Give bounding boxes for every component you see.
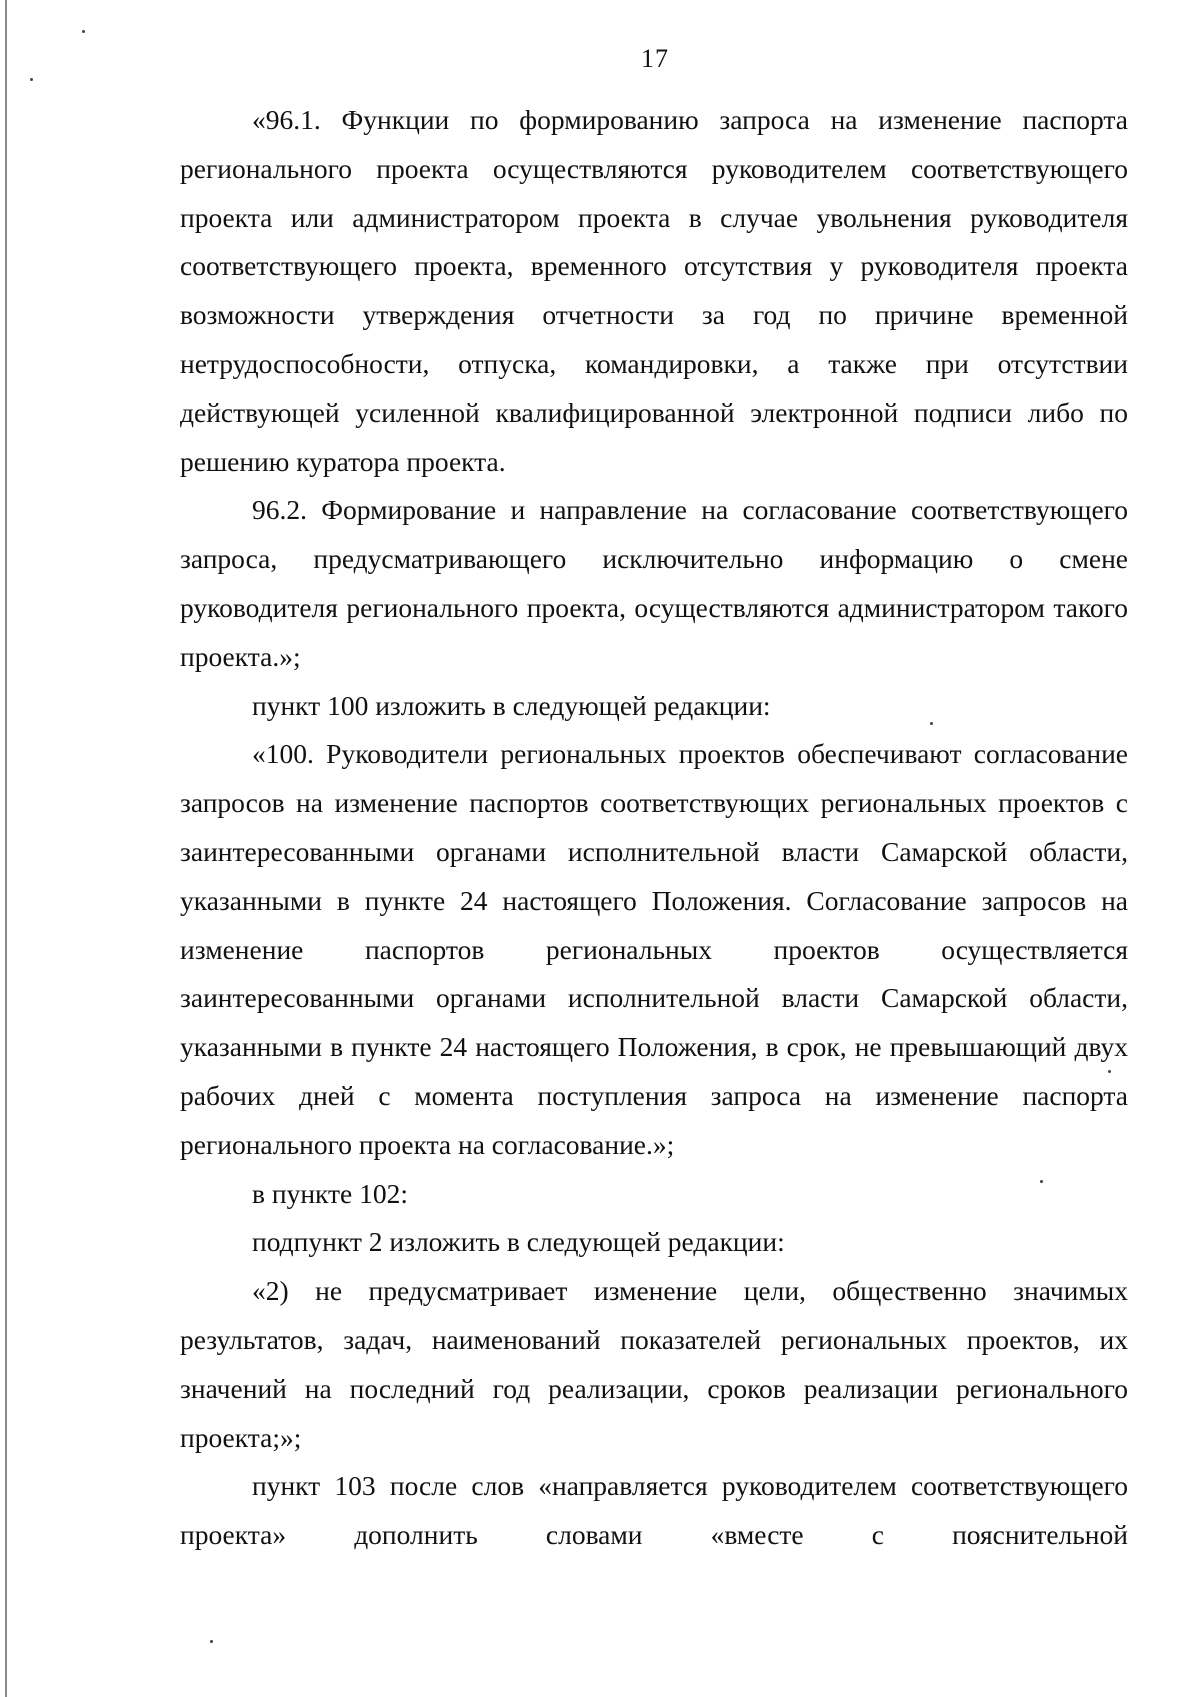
- paragraph-amend-100: пункт 100 изложить в следующей редакции:: [252, 689, 771, 721]
- paragraph-100: «100. Руководители региональных проектов обеспечивают согласование запросов на изменение паспортов соответствующих региональных проектов с заинтересованными органами исполнительной власти Самарской области, указанными в пункте 24 настоящего Положения. Согласование запросов на изменение паспортов региональных проектов осуществляется заинтересованными органами исполнительной власти Самарской области, указанными в пункте 24 настоящего Положения, в срок, не превышающий двух рабочих дней с момента поступления запроса на изменение паспорта регионального проекта на согласование.»;: [180, 738, 1128, 1160]
- paragraph-subpoint-2: подпункт 2 изложить в следующей редакции:: [252, 1226, 785, 1258]
- page-number: 17: [641, 44, 669, 73]
- scan-speck: [930, 722, 933, 725]
- scan-speck: [82, 30, 85, 33]
- paragraph-amend-103: пункт 103 после слов «направляется руководителем соответствующего проекта» дополнить словами «вместе с пояснительной: [180, 1470, 1128, 1551]
- scan-speck: [1108, 1070, 1111, 1073]
- scan-speck: [210, 1640, 213, 1643]
- paragraph-subpoint-2-text: «2) не предусматривает изменение цели, общественно значимых результатов, задач, наименований показателей региональных проектов, их значений на последний год реализации, сроков реализации регионального проекта;»;: [180, 1275, 1128, 1453]
- paragraph-96-1: «96.1. Функции по формированию запроса на изменение паспорта регионального проекта осуществляются руководителем соответствующего проекта или администратором проекта в случае увольнения руководителя соответствующего проекта, временного отсутствия у руководителя проекта возможности утверждения отчетности за год по причине временной нетрудоспособности, отпуска, командировки, а также при отсутствии действующей усиленной квалифицированной электронной подписи либо по решению куратора проекта.: [180, 104, 1128, 477]
- paragraph-96-2: 96.2. Формирование и направление на согласование соответствующего запроса, предусматривающего исключительно информацию о смене руководителя регионального проекта, осуществляются администратором такого проекта.»;: [180, 494, 1128, 672]
- document-body: [180, 96, 1128, 1560]
- scan-speck: [1040, 1180, 1043, 1183]
- paragraph-amend-102: в пункте 102:: [252, 1177, 409, 1209]
- scan-left-edge: [5, 0, 7, 1697]
- scan-speck: [30, 78, 33, 81]
